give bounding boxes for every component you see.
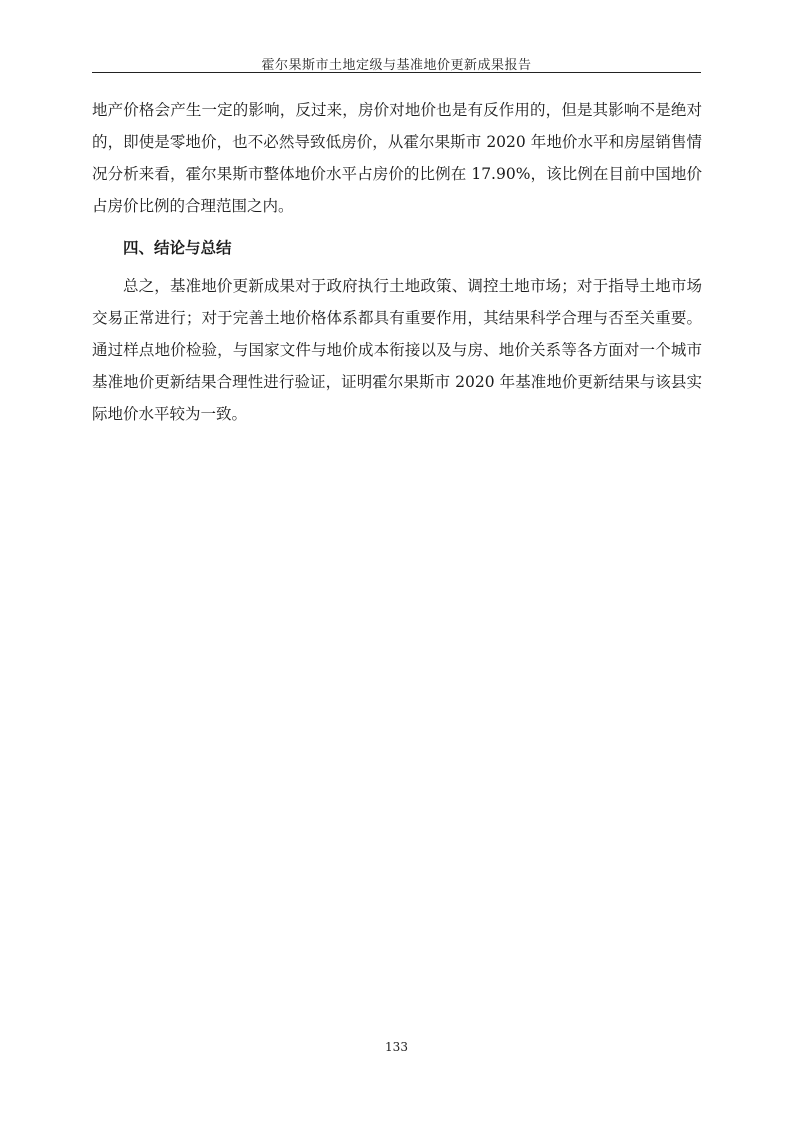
running-header: 霍尔果斯市土地定级与基准地价更新成果报告 bbox=[261, 58, 532, 73]
paragraph-conclusion: 总之，基准地价更新成果对于政府执行土地政策、调控土地市场；对于指导土地市场交易正常进行；对于完善土地价格体系都具有重要作用，其结果科学合理与否至关重要。通过样点地价检验，与国家文件与地价成本衔接以及与房、地价关系等各方面对一个城市基准地价更新结果合理性进行验证，证明霍尔果斯市 2020 年基准地价更新结果与该县实际地价水平较为一致。 bbox=[92, 277, 702, 423]
section-heading-conclusion: 四、结论与总结 bbox=[123, 239, 232, 257]
paragraph-land-price-ratio: 地产价格会产生一定的影响，反过来，房价对地价也是有反作用的，但是其影响不是绝对的，即使是零地价，也不必然导致低房价，从霍尔果斯市 2020 年地价水平和房屋销售情况分析来看，霍尔果斯市整体地价水平占房价的比例在 17.90%，该比例在目前中国地价占房价比例的合理范围之内。 bbox=[92, 101, 702, 215]
page-number: 133 bbox=[385, 1040, 408, 1054]
header-rule bbox=[92, 72, 701, 73]
document-body bbox=[92, 94, 702, 430]
